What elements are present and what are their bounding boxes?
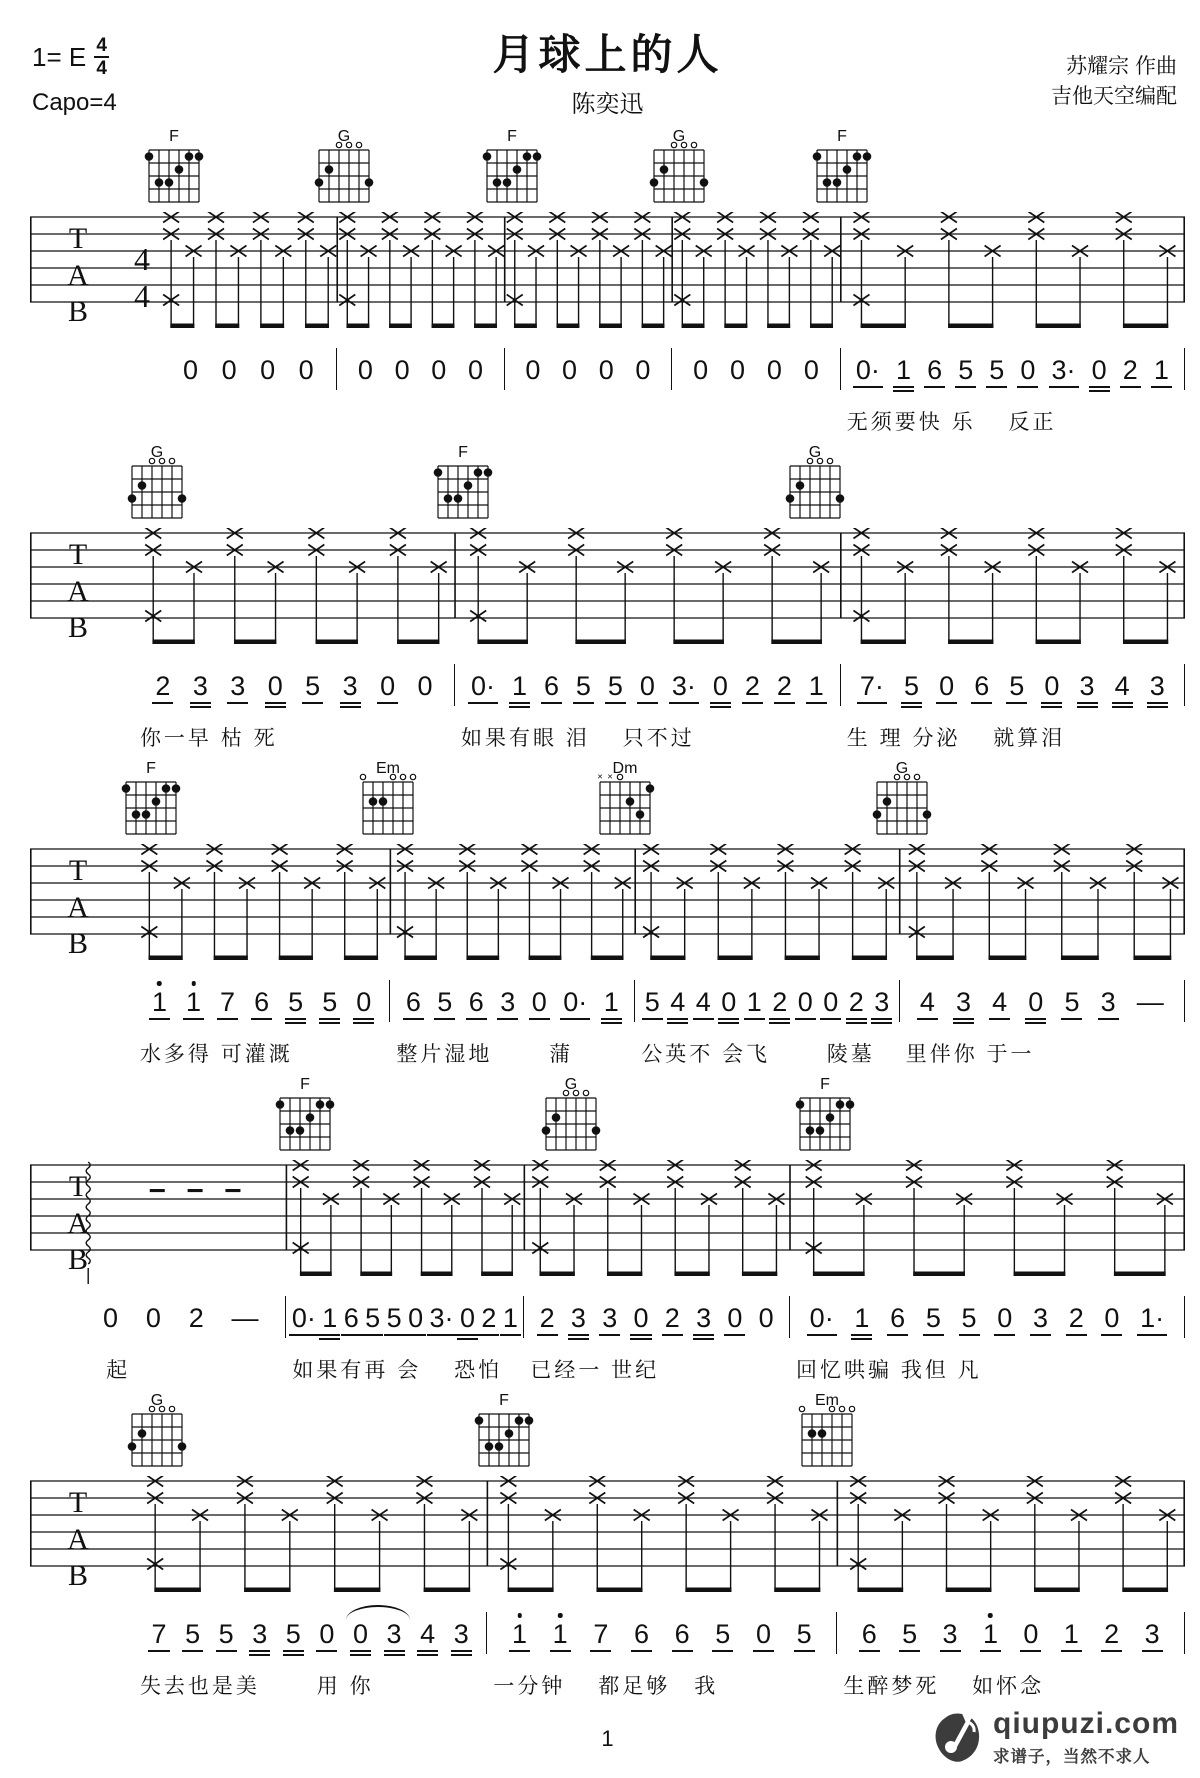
jianpu-token: 0 (720, 989, 737, 1016)
jianpu-token: 5 (901, 1621, 918, 1648)
jianpu-token: 0 (693, 355, 709, 385)
lyric-line: 生醉梦死 如怀念 (843, 1675, 1045, 1698)
svg-text:G: G (564, 1076, 577, 1093)
jianpu-token: 6 (861, 1621, 878, 1648)
chord-row (30, 1392, 1185, 1476)
svg-text:A: A (67, 1523, 89, 1556)
jianpu-token: 0 (352, 1621, 369, 1648)
jianpu-token: 2 (539, 1305, 556, 1332)
jianpu-token: 3 (192, 673, 209, 700)
header (30, 0, 1185, 128)
jianpu-measure (390, 980, 635, 1022)
jianpu-token: 0 (298, 355, 314, 385)
jianpu-token: 5 (714, 1621, 731, 1648)
jianpu-token: 1 (895, 357, 912, 384)
jianpu-measure (134, 980, 390, 1022)
jianpu-token: 6 (889, 1305, 906, 1332)
jianpu-token: 3 (1079, 673, 1096, 700)
staff-wrap (30, 1476, 1185, 1604)
chord-diagram-F (471, 1392, 537, 1476)
jianpu-token: 6 (468, 989, 485, 1016)
jianpu-token: 1 (151, 989, 168, 1016)
jianpu-token: 5 (961, 1305, 978, 1332)
jianpu-token: 5 (184, 1621, 201, 1648)
jianpu-token: 2 (1122, 357, 1139, 384)
jianpu-token: 5 (988, 357, 1005, 384)
jianpu-token: 0 (755, 1621, 772, 1648)
chord-G (538, 1076, 604, 1165)
jianpu-token: 3 (229, 673, 246, 700)
chord-diagram-F (430, 444, 496, 528)
jianpu-token: 5 (1008, 673, 1025, 700)
jianpu-measure (672, 348, 841, 390)
jianpu-token: 0 (598, 355, 614, 385)
chord-Em (355, 760, 421, 849)
credits (1051, 52, 1177, 113)
jianpu-token: 4 (419, 1621, 436, 1648)
svg-text:G: G (895, 760, 909, 777)
jianpu-measure (337, 348, 504, 390)
tab-staff (30, 528, 1185, 656)
svg-text:G: G (150, 444, 164, 461)
tab-staff (30, 1476, 1185, 1604)
chord-diagram-G (538, 1076, 604, 1160)
jianpu-token: 0 (712, 673, 729, 700)
jianpu-token: 0 (1091, 357, 1108, 384)
jianpu-token: 3 (695, 1305, 712, 1332)
jianpu-measure (286, 1296, 524, 1338)
svg-text:T: T (68, 538, 88, 571)
jianpu-measure (487, 1612, 837, 1654)
jianpu-token: 0 (822, 989, 839, 1016)
jianpu-token: 1 (502, 1305, 519, 1332)
jianpu-token: 1 (1153, 357, 1170, 384)
jianpu-token: 5 (304, 673, 321, 700)
chord-Em (794, 1392, 860, 1481)
jianpu-token: 0 (1022, 1621, 1039, 1648)
jianpu-token: 0 (803, 355, 819, 385)
jianpu-token: 0 (726, 1305, 743, 1332)
arranger-credit: 吉他天空编配 (1051, 85, 1177, 109)
lyric-line: 一分钟 都足够 我 (493, 1675, 719, 1698)
tab-staff (30, 212, 1185, 340)
jianpu-token: 7 (219, 989, 236, 1016)
jianpu-token: 1 (808, 673, 825, 700)
lyric-line: 回忆哄骗 我但 凡 (795, 1359, 982, 1382)
tie-arc (346, 1605, 410, 1620)
svg-text:A: A (67, 1207, 89, 1240)
jianpu-token: 0 (459, 1305, 476, 1332)
jianpu-measure (134, 1612, 487, 1654)
jianpu-token: 3 (570, 1305, 587, 1332)
chord-F (471, 1392, 537, 1481)
jianpu-token: 1 (1063, 1621, 1080, 1648)
lyric-row (30, 1038, 1185, 1066)
jianpu-token: 1 (511, 1621, 528, 1648)
jianpu-token: 0 (417, 671, 433, 701)
chord-F (430, 444, 496, 533)
jianpu-token: 3 (386, 1621, 403, 1648)
system-1 (30, 128, 1185, 434)
jianpu-measure (505, 348, 672, 390)
lyric-line: 整片湿地 蒲 (396, 1043, 574, 1066)
jianpu-token: 6 (405, 989, 422, 1016)
jianpu-token: 1 (853, 1305, 870, 1332)
chord-diagram-Em (355, 760, 421, 844)
jianpu-token: 3 (342, 673, 359, 700)
lyric-line: 公英不 会飞 陵墓 (641, 1043, 875, 1066)
jianpu-token: 4 (1114, 673, 1131, 700)
jianpu-row (30, 1612, 1185, 1660)
jianpu-token: 6 (674, 1621, 691, 1648)
chord-F (118, 760, 184, 849)
jianpu-token: 0· (562, 989, 588, 1016)
system-2 (30, 444, 1185, 750)
svg-text:T: T (68, 854, 88, 887)
jianpu-token: 1 (185, 989, 202, 1016)
jianpu-token: 0 (431, 355, 447, 385)
jianpu-token: 5 (575, 673, 592, 700)
svg-text:4: 4 (134, 278, 150, 314)
svg-text:F: F (169, 128, 180, 145)
svg-text:T: T (68, 1486, 88, 1519)
svg-text:F: F (837, 128, 847, 145)
lyric-line: 你一早 枯 死 (139, 727, 278, 750)
capo-label: Capo=4 (32, 88, 117, 116)
lyric-line: 已经一 世纪 (530, 1359, 660, 1382)
chord-diagram-G (782, 444, 848, 528)
jianpu-token: 0 (632, 1305, 649, 1332)
system-3 (30, 760, 1185, 1066)
jianpu-token: 0 (1019, 357, 1036, 384)
tab-staff (30, 844, 1185, 972)
svg-text:T: T (68, 222, 88, 255)
jianpu-token: 0 (635, 355, 651, 385)
staff-wrap (30, 844, 1185, 972)
chord-diagram-G (311, 128, 377, 212)
jianpu-measure (900, 980, 1185, 1022)
jianpu-row (30, 664, 1185, 712)
jianpu-token: 3 (1144, 1621, 1161, 1648)
svg-text:B: B (67, 611, 89, 644)
lyric-row (30, 1354, 1185, 1382)
jianpu-token: 0 (260, 355, 276, 385)
svg-text:×: × (607, 771, 613, 783)
artist-name: 陈奕迅 (571, 91, 644, 118)
chord-G (646, 128, 712, 217)
jianpu-token: 5 (218, 1621, 235, 1648)
svg-text:G: G (337, 128, 351, 145)
jianpu-token: 2 (771, 989, 788, 1016)
jianpu-row (30, 1296, 1185, 1344)
chord-diagram-G (124, 1392, 190, 1476)
jianpu-token: 4 (695, 989, 712, 1016)
chord-F (272, 1076, 338, 1165)
jianpu-token: 3 (873, 989, 890, 1016)
chord-G (124, 1392, 190, 1481)
jianpu-token: 0 (1043, 673, 1060, 700)
jianpu-token: 3· (671, 673, 697, 700)
jianpu-token: 0 (318, 1621, 335, 1648)
svg-text:Em: Em (376, 760, 401, 777)
jianpu-token: 5 (321, 989, 338, 1016)
time-bottom: 4 (96, 58, 107, 80)
jianpu-measure (524, 1296, 790, 1338)
chord-diagram-F (792, 1076, 858, 1160)
chord-row (30, 128, 1185, 212)
jianpu-token: 1 (321, 1305, 338, 1332)
jianpu-token: 1 (603, 989, 620, 1016)
jianpu-token: 0 (103, 1303, 119, 1333)
staff-wrap (30, 212, 1185, 340)
jianpu-row (30, 980, 1185, 1028)
jianpu-token: 1· (1139, 1305, 1165, 1332)
jianpu-token: 0 (758, 1303, 774, 1333)
jianpu-token: 6 (253, 989, 270, 1016)
jianpu-token: 2 (776, 673, 793, 700)
svg-text:F: F (498, 1392, 509, 1409)
jianpu-token: 0 (938, 673, 955, 700)
jianpu-token: 7 (150, 1621, 167, 1648)
jianpu-token: 3· (429, 1305, 455, 1332)
lyric-row (30, 406, 1185, 434)
jianpu-token: 0 (797, 989, 814, 1016)
jianpu-token: 5 (607, 673, 624, 700)
jianpu-token: 5 (386, 1305, 403, 1332)
jianpu-token: 2 (744, 673, 761, 700)
chord-diagram-Em (794, 1392, 860, 1476)
jianpu-token: 6 (543, 673, 560, 700)
svg-text:×: × (597, 771, 603, 783)
chord-diagram-F (141, 128, 207, 212)
jianpu-token: — (231, 1303, 259, 1333)
jianpu-token: 5 (644, 989, 661, 1016)
chord-row (30, 1076, 1185, 1160)
jianpu-token: 6 (343, 1305, 360, 1332)
svg-text:F: F (146, 760, 157, 777)
jianpu-token: 3 (453, 1621, 470, 1648)
jianpu-token: 0· (291, 1305, 317, 1332)
jianpu-token: 0 (766, 355, 782, 385)
jianpu-token: 3 (601, 1305, 618, 1332)
lyric-line: 里伴你 于一 (905, 1043, 1035, 1066)
jianpu-token: 3 (499, 989, 516, 1016)
jianpu-token: 5 (957, 357, 974, 384)
jianpu-measure (134, 664, 455, 706)
jianpu-measure (841, 348, 1185, 390)
jianpu-measure (161, 348, 338, 390)
jianpu-token: 2 (1103, 1621, 1120, 1648)
chord-row (30, 760, 1185, 844)
jianpu-measure (635, 980, 899, 1022)
jianpu-token: 0· (855, 357, 881, 384)
jianpu-token: 0· (470, 673, 496, 700)
svg-text:F: F (506, 128, 517, 145)
jianpu-token: 4 (669, 989, 686, 1016)
jianpu-token: 1 (552, 1621, 569, 1648)
jianpu-token: 6 (973, 673, 990, 700)
jianpu-token: 2 (664, 1305, 681, 1332)
svg-text:G: G (672, 128, 686, 145)
chord-diagram-F (479, 128, 545, 212)
svg-text:F: F (299, 1076, 310, 1093)
jianpu-token: 0 (525, 355, 541, 385)
jianpu-token: 3 (942, 1621, 959, 1648)
lyric-row (30, 722, 1185, 750)
lyric-line: 水多得 可灌溉 (139, 1043, 293, 1066)
chord-diagram-Dm (592, 760, 658, 844)
svg-text:F: F (458, 444, 469, 461)
svg-text:B: B (67, 1559, 89, 1592)
jianpu-token: 7 (592, 1621, 609, 1648)
jianpu-token: 0 (1103, 1305, 1120, 1332)
jianpu-token: 0 (145, 1303, 161, 1333)
lyric-line: 失去也是美 用 你 (139, 1675, 374, 1698)
jianpu-token: 1 (746, 989, 763, 1016)
chord-row (30, 444, 1185, 528)
jianpu-token: 0 (394, 355, 410, 385)
staff-wrap (30, 1160, 1185, 1288)
jianpu-measure (837, 1612, 1185, 1654)
svg-text:A: A (67, 575, 89, 608)
song-title: 月球上的人 (492, 31, 723, 78)
jianpu-token: 0 (562, 355, 578, 385)
lyric-line: 无须要快 乐 反正 (846, 411, 1057, 434)
jianpu-token: 5 (436, 989, 453, 1016)
jianpu-row (30, 348, 1185, 396)
svg-text:Em: Em (814, 1392, 839, 1409)
guitar-pick-icon (931, 1709, 983, 1765)
jianpu-token: 1 (982, 1621, 999, 1648)
chord-diagram-F (118, 760, 184, 844)
svg-text:A: A (67, 891, 89, 924)
jianpu-token: 0 (221, 355, 237, 385)
jianpu-token: 1 (511, 673, 528, 700)
jianpu-token: 2 (188, 1303, 204, 1333)
system-5 (30, 1392, 1185, 1698)
jianpu-token: 5 (903, 673, 920, 700)
lyric-line: 如果有再 会 恐怕 (292, 1359, 503, 1382)
jianpu-token: — (1136, 987, 1164, 1017)
jianpu-token: 0 (639, 673, 656, 700)
jianpu-token: 6 (926, 357, 943, 384)
chord-G (782, 444, 848, 533)
jianpu-token: 0 (267, 673, 284, 700)
chord-Dm (592, 760, 658, 849)
jianpu-token: 5 (1063, 989, 1080, 1016)
chord-F (792, 1076, 858, 1165)
jianpu-token: 5 (364, 1305, 381, 1332)
chord-F (809, 128, 875, 217)
jianpu-token: 4 (991, 989, 1008, 1016)
svg-text:T: T (68, 1170, 88, 1203)
lyric-row (30, 1670, 1185, 1698)
svg-text:B: B (67, 295, 89, 328)
composer-credit: 苏耀宗 作曲 (1066, 55, 1177, 78)
jianpu-token: 5 (287, 989, 304, 1016)
svg-text:G: G (809, 444, 822, 461)
jianpu-token: 4 (919, 989, 936, 1016)
chord-diagram-G (124, 444, 190, 528)
jianpu-token: 2 (848, 989, 865, 1016)
jianpu-token: 3 (1100, 989, 1117, 1016)
key-label: 1= E (32, 41, 87, 72)
svg-text:B: B (67, 927, 89, 960)
jianpu-token: 0 (355, 989, 372, 1016)
chord-diagram-F (809, 128, 875, 212)
jianpu-token: 3· (1051, 357, 1077, 384)
jianpu-token: 0 (183, 355, 199, 385)
site-logo (931, 1708, 1179, 1767)
footer (30, 1708, 1185, 1778)
jianpu-token: 5 (285, 1621, 302, 1648)
jianpu-token: 2 (480, 1305, 497, 1332)
jianpu-token: 7· (859, 673, 885, 700)
jianpu-token: 0 (996, 1305, 1013, 1332)
svg-text:A: A (67, 259, 89, 292)
svg-text:G: G (150, 1392, 164, 1409)
jianpu-token: 3 (955, 989, 972, 1016)
jianpu-measure (790, 1296, 1185, 1338)
page-number: 1 (601, 1726, 614, 1751)
staff-wrap (30, 528, 1185, 656)
system-4 (30, 1076, 1185, 1382)
jianpu-token: 0 (1027, 989, 1044, 1016)
jianpu-token: 0 (407, 1305, 424, 1332)
jianpu-measure (76, 1296, 286, 1338)
svg-text:B: B (67, 1243, 89, 1276)
site-name: qiupuzi.com (993, 1707, 1179, 1740)
chord-G (124, 444, 190, 533)
jianpu-token: 0· (809, 1305, 835, 1332)
jianpu-token: 0 (379, 673, 396, 700)
jianpu-token: 0 (357, 355, 373, 385)
chord-F (479, 128, 545, 217)
jianpu-token: 6 (633, 1621, 650, 1648)
jianpu-token: 0 (531, 989, 548, 1016)
chord-G (869, 760, 935, 849)
jianpu-token: 2 (154, 673, 171, 700)
jianpu-token: 5 (796, 1621, 813, 1648)
svg-text:4: 4 (134, 241, 150, 277)
jianpu-token: 3 (1032, 1305, 1049, 1332)
jianpu-token: 0 (729, 355, 746, 385)
svg-text:Dm: Dm (612, 760, 638, 777)
lyric-line: 生 理 分泌 就算泪 (846, 727, 1066, 750)
jianpu-measure (841, 664, 1185, 706)
score-area (30, 128, 1185, 1698)
chord-F (141, 128, 207, 217)
jianpu-token: 3 (1149, 673, 1166, 700)
jianpu-token: 5 (925, 1305, 942, 1332)
chord-diagram-G (869, 760, 935, 844)
tab-staff (30, 1160, 1185, 1288)
lyric-line: 起 (82, 1359, 131, 1382)
lyric-line: 如果有眼 泪 只不过 (461, 727, 695, 750)
site-tagline: 求谱子，当然不求人 (993, 1747, 1151, 1766)
chord-G (311, 128, 377, 217)
jianpu-token: 0 (467, 355, 483, 385)
time-top: 4 (96, 35, 107, 56)
jianpu-token: 3 (251, 1621, 268, 1648)
svg-text:F: F (819, 1076, 830, 1093)
jianpu-token: 2 (1068, 1305, 1085, 1332)
chord-diagram-F (272, 1076, 338, 1160)
jianpu-measure (455, 664, 841, 706)
chord-diagram-G (646, 128, 712, 212)
